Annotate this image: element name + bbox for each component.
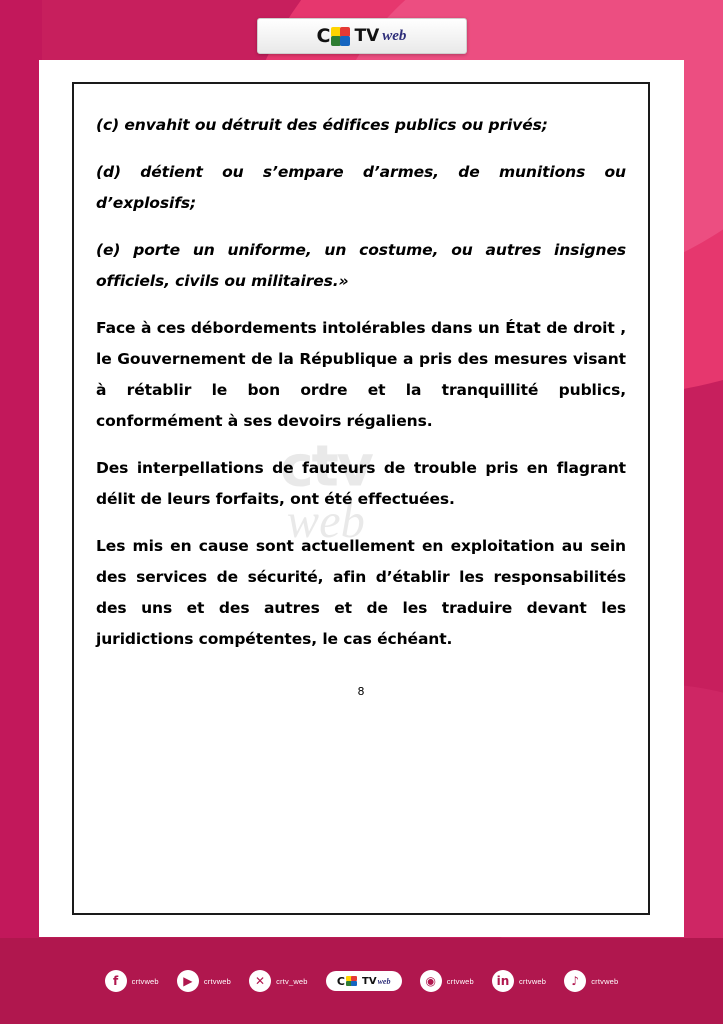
logo-letters-tv: TV: [354, 26, 380, 46]
footer-logo-color-squares-icon: [346, 976, 361, 987]
tiktok-icon[interactable]: ♪: [564, 970, 586, 992]
footer-logo-letters-tv: TV: [362, 975, 377, 987]
logo-letter-c: C: [316, 25, 330, 47]
social-label-facebook: crtvweb: [131, 976, 159, 986]
paragraph-e: (e) porte un uniforme, un costume, ou autres insignes officiels, civils ou militaires.»: [96, 241, 626, 290]
document-sheet: [39, 60, 684, 937]
document-text-body: [96, 110, 626, 698]
social-label-linkedin: crtvweb: [518, 976, 547, 986]
paragraph-government-measures: Face à ces débordements intolérables dans un État de droit , le Gouvernement de la République a pris des mesures visant à rétablir le bon ordre et la tranquillité publics, conformément à ses devoirs régaliens.: [96, 319, 626, 430]
social-item-tiktok[interactable]: [564, 970, 618, 992]
page-number: 8: [357, 685, 365, 698]
youtube-icon[interactable]: ▶: [177, 970, 199, 992]
social-label-instagram: crtvweb: [446, 976, 474, 986]
crtv-logo: [317, 25, 407, 47]
social-item-youtube[interactable]: [177, 970, 231, 992]
paragraph-investigation: Les mis en cause sont actuellement en exploitation au sein des services de sécurité, afin d’établir les responsabilités des uns et des autres et de les traduire devant les juridictions compétentes, le cas échéant.: [96, 537, 626, 648]
social-item-facebook[interactable]: [105, 970, 159, 992]
instagram-icon[interactable]: ◉: [420, 970, 442, 992]
linkedin-icon[interactable]: in: [492, 970, 514, 992]
x-twitter-icon[interactable]: ✕: [249, 970, 271, 992]
footer-logo-word-web: web: [377, 976, 391, 986]
document-frame: [72, 82, 650, 915]
watermark-line-1: ctv: [279, 433, 372, 500]
watermark-line-2: web: [286, 494, 365, 549]
social-footer-bar: [0, 938, 723, 1024]
social-label-x-twitter: crtv_web: [276, 976, 308, 986]
social-item-x-twitter[interactable]: [249, 970, 308, 992]
social-item-instagram[interactable]: [420, 970, 474, 992]
background-left-strip: [0, 0, 42, 1024]
social-item-linkedin[interactable]: [492, 970, 546, 992]
social-label-youtube: crtvweb: [203, 976, 232, 986]
logo-color-squares-icon: [331, 27, 357, 46]
footer-logo-letter-c: C: [336, 974, 345, 988]
footer-crtv-logo: [326, 971, 402, 991]
paragraph-arrests: Des interpellations de fauteurs de trouble pris en flagrant délit de leurs forfaits, ont été effectuées.: [96, 459, 626, 508]
logo-word-web: web: [382, 27, 407, 44]
paragraph-c: (c) envahit ou détruit des édifices publics ou privés;: [96, 116, 548, 134]
paragraph-d: (d) détient ou s’empare d’armes, de munitions ou d’explosifs;: [96, 163, 626, 212]
brand-logo-tab: [257, 18, 467, 54]
social-label-tiktok: crtvweb: [591, 976, 619, 986]
facebook-icon[interactable]: f: [105, 970, 127, 992]
